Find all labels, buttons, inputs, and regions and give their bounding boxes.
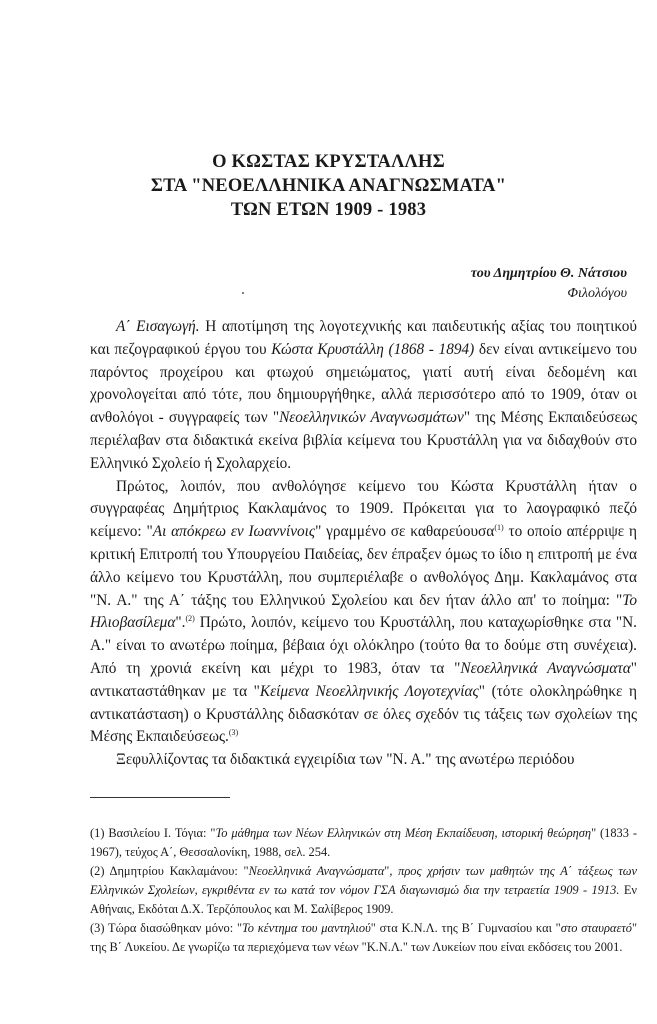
text-run: (1) Βασιλείου Ι. Τόγια: " xyxy=(90,826,216,840)
text-run: " αντικαταστάθηκαν με τα " xyxy=(90,659,637,700)
text-run: δεν είναι αντικείμενο του παρόντος προχείρου και φτωχού σημειώματος, γιατί αυτή είναι δεδομένη και χρονολογείται από τότε, που δημιουργήθηκε, αλλά περισσότερο από το 1909, όταν οι ανθολόγοι - συγγραφείς των " xyxy=(90,340,637,427)
text-run: το οποίο απέρριψε η κριτική Επιτροπή του Υπουργείου Παιδείας, δεν έπραξεν όμως το ίδιο η επιτροπή με ένα άλλο κείμενο του Κρυστάλλη, που συμπεριέλαβε ο ανθολόγος Δημ. Κακλαμάνος στα "Ν. Α." της Α΄ τάξης του Ελληνικού Σχολείου και δεν ήταν άλλο απ' το ποίημα: " xyxy=(90,523,638,609)
italic-run: προς χρήσιν των μαθητών της Α΄ τάξεως των Ελληνικών Σχολείων, εγκριθέντα εν τω κατά τον νόμον ΓΣΑ διαγωνισμώ δια την τετραετία 1909 - 1913. xyxy=(90,864,638,897)
text-run: " γραμμένο σε καθαρεύουσα xyxy=(315,523,495,541)
italic-run: Νεοελληνικά Αναγνώσματα xyxy=(248,864,385,878)
text-run: ", xyxy=(384,864,399,878)
author-role: Φιλολόγου xyxy=(567,286,627,301)
italic-run: Νεοελληνικών Αναγνωσμάτων xyxy=(279,409,464,427)
text-run: " στα Κ.Ν.Λ. της Β΄ Γυμνασίου και " xyxy=(370,921,561,935)
footnote-3 xyxy=(90,919,637,957)
byline xyxy=(471,264,627,304)
italic-run: Το κέντημα του μαντηλιού xyxy=(242,921,371,935)
text-run: (3) Τώρα διασώθηκαν μόνο: " xyxy=(90,921,243,935)
italic-run: Το μάθημα των Νέων Ελληνικών στη Μέση Εκπαίδευση, ιστορική θεώρηση xyxy=(215,826,592,840)
article-body xyxy=(90,316,637,772)
text-run: " (1833 - 1967), τεύχος Α΄, Θεσσαλονίκη, 1988, σελ. 254. xyxy=(90,826,637,859)
section-label: Α΄ Εισαγωγή. xyxy=(116,318,200,335)
italic-run: Το Ηλιοβασίλεμα xyxy=(90,591,637,632)
italic-run: Νεοελληνικά Αναγνώσματα xyxy=(460,659,631,677)
text-run: Ξεφυλλίζοντας τα διδακτικά εγχειρίδια των "Ν. Α." της ανωτέρω περιόδου xyxy=(116,751,575,769)
footnote-ref-1: (1) xyxy=(494,523,504,533)
title-line-3: ΤΩΝ ΕΤΩΝ 1909 - 1983 xyxy=(230,200,427,220)
text-run: Πρώτο, λοιπόν, κείμενο του Κρυστάλλη, που καταχωρίσθηκε στα "Ν. Α." είναι το ανωτέρω ποίημα, βέβαια όχι ολόκληρο (τούτο θα το δούμε στη συνέχεια). Από τη χρονιά εκείνη και μέχρι το 1983, όταν τα " xyxy=(90,614,637,677)
title-line-1: Ο ΚΩΣΤΑΣ ΚΡΥΣΤΑΛΛΗΣ xyxy=(212,152,445,172)
paragraph-introduction xyxy=(90,316,637,476)
title-line-2: ΣΤΑ "ΝΕΟΕΛΛΗΝΙΚΑ ΑΝΑΓΝΩΣΜΑΤΑ" xyxy=(150,176,507,196)
scan-speck xyxy=(242,292,244,294)
text-run: ". xyxy=(175,614,186,632)
italic-run: στο σταυραετό xyxy=(560,921,632,935)
footnote-ref-3: (3) xyxy=(228,728,239,738)
text-run: Εν Αθήναις, Εκδόται Δ.Χ. Τερζόπουλος και Μ. Σαλίβερος 1909. xyxy=(90,883,637,916)
text-run: Πρώτος, λοιπόν, που ανθολόγησε κείμενο του Κώστα Κρυστάλλη ήταν ο συγγραφέας Δημήτριος Κακλαμάνος το 1909. Πρόκειται για το λαογραφικό πεζό κείμενο: " xyxy=(90,477,637,541)
text-run: " (τότε ολοκληρώθηκε η αντικατάσταση) ο Κρυστάλλης διδασκόταν σε όλες σχεδόν τις τάξεις των σχολείων της Μέσης Εκπαιδεύσεως. xyxy=(90,682,638,746)
footnote-divider xyxy=(90,797,230,798)
text-run: Η αποτίμηση της λογοτεχνικής και παιδευτικής αξίας του ποιητικού και πεζογραφικού έργου του xyxy=(90,318,638,358)
article-title xyxy=(0,150,657,222)
italic-run: Κείμενα Νεοελληνικής Λογοτεχνίας xyxy=(259,682,479,700)
author-name: του Δημητρίου Θ. Νάτσιου xyxy=(470,266,627,281)
footnote-2 xyxy=(90,862,637,919)
italic-run: Κώστα Κρυστάλλη (1868 - 1894) xyxy=(271,340,475,358)
text-run: (2) Δημητρίου Κακλαμάνου: " xyxy=(90,864,249,878)
footnote-ref-2: (2) xyxy=(185,614,195,624)
text-run: " της Β΄ Λυκείου. Δε γνωρίζω τα περιεχόμενα των νέων "Κ.Ν.Λ." των Λυκείων που είναι εκδόσεις του 2001. xyxy=(90,921,638,954)
footnotes xyxy=(90,824,637,957)
text-run: " της Μέσης Εκπαιδεύσεως περιέλαβαν στα διδακτικά εκείνα βιβλία κείμενα του Κρυστάλλη για να διδαχθούν στο Ελληνικό Σχολείο ή Σχολαρχείο. xyxy=(90,409,638,472)
paragraph-first-anthologist xyxy=(90,476,637,750)
italic-run: Αι απόκρεω εν Ιωαννίνοις xyxy=(152,523,316,541)
paragraph-textbooks xyxy=(90,749,637,772)
footnote-1 xyxy=(90,824,637,862)
